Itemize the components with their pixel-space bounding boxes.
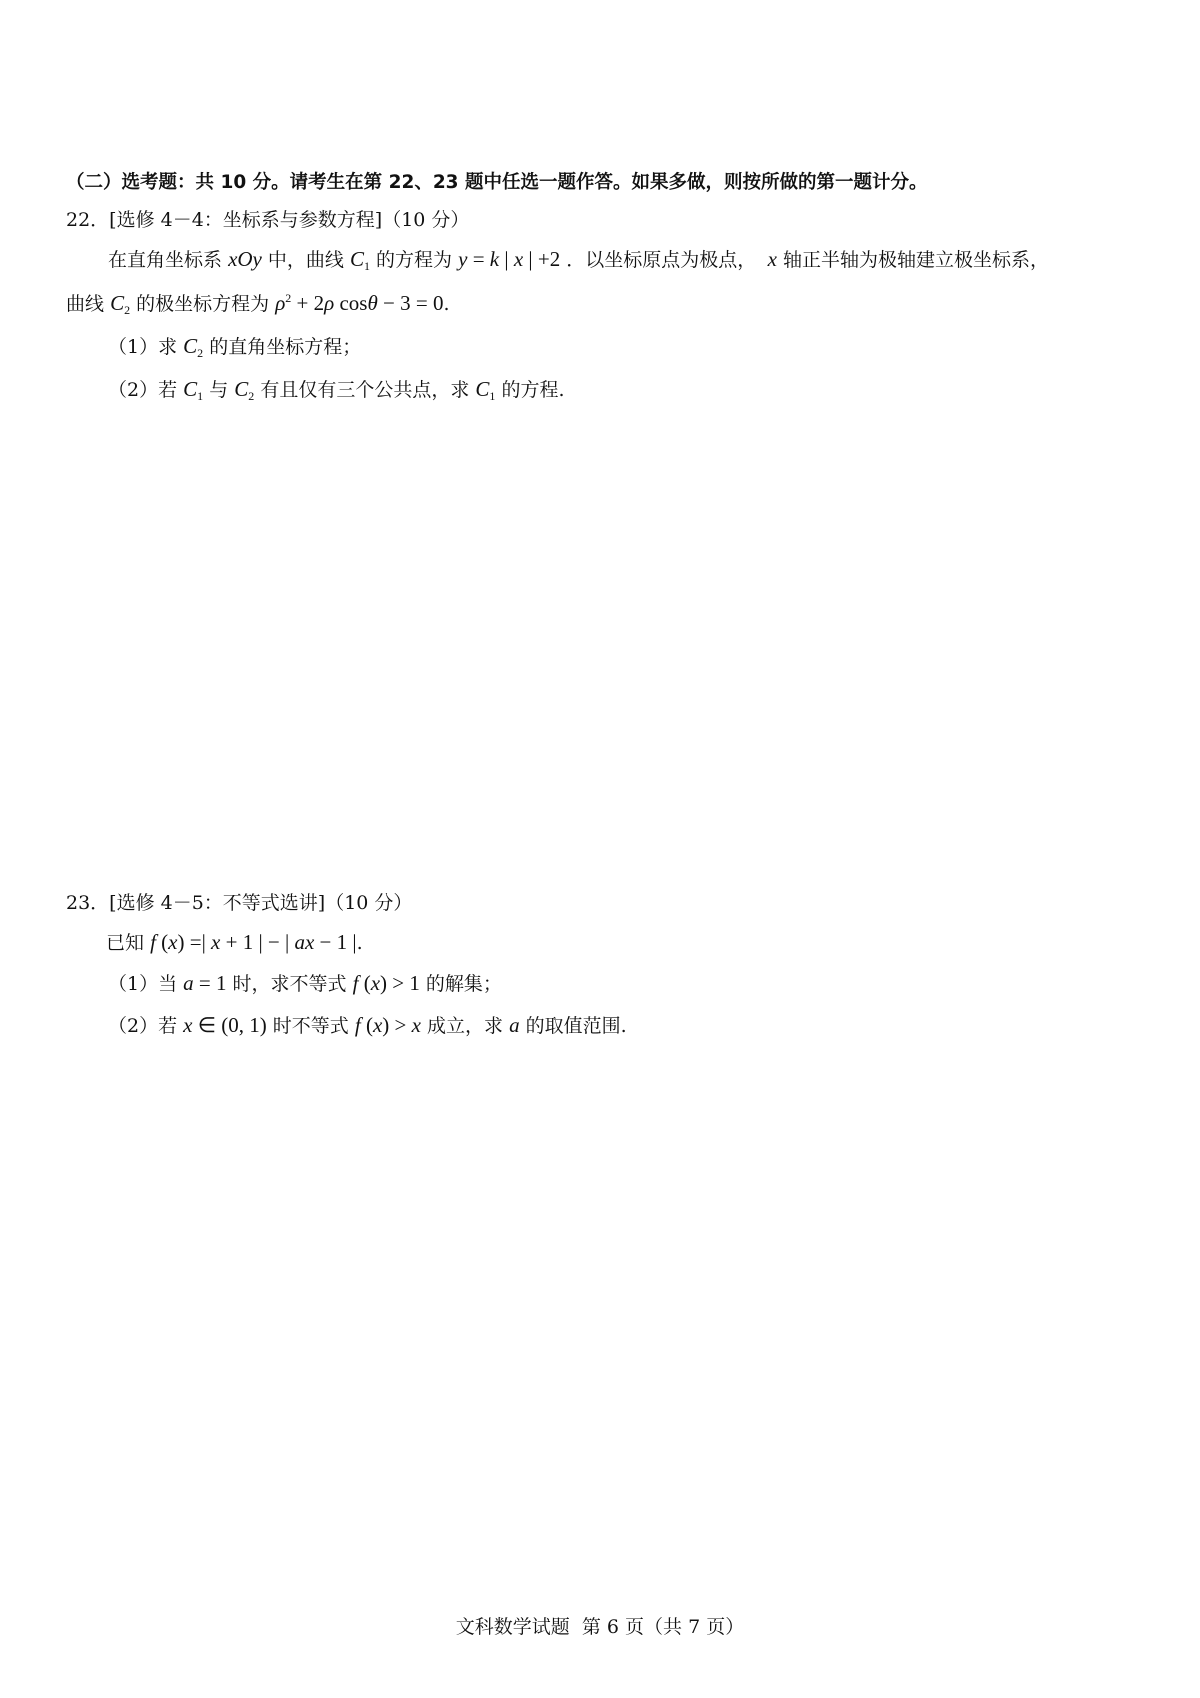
q22-text: 曲线 xyxy=(66,293,105,315)
q22-text: （1）求 xyxy=(108,336,178,358)
q23-text: 时不等式 xyxy=(272,1015,349,1037)
page-footer: 文科数学试题 第 6 页（共 7 页） xyxy=(455,1616,745,1638)
q23-math-interval: x ∈ (0, 1) xyxy=(183,1013,267,1037)
q23-subquestion-1 xyxy=(108,970,502,997)
q23-text: 已知 xyxy=(106,932,145,954)
q23-math-inequality: f (x) > 1 xyxy=(352,971,420,995)
q23-math-definition: f (x) =| x + 1 | − | ax − 1 | xyxy=(150,930,357,954)
q23-text: 的解集； xyxy=(425,973,502,995)
q23-text: 成立，求 xyxy=(427,1015,504,1037)
q23-text: （2）若 xyxy=(108,1015,178,1037)
q22-text: 在直角坐标系 xyxy=(108,249,223,271)
q22-text: 的方程为 xyxy=(376,249,453,271)
section-header: （二）选考题：共 10 分。请考生在第 22、23 题中任选一题作答。如果多做，则按所做的第一题计分。 xyxy=(66,172,928,193)
q23-text: （1）当 xyxy=(108,973,178,995)
q23-paragraph-1: 已知 f (x) =| x + 1 | − | ax − 1 |. xyxy=(106,930,363,954)
q22-paragraph-1 xyxy=(108,246,1049,273)
q23-math-a: a xyxy=(509,1013,520,1037)
q22-text: 的极坐标方程为 xyxy=(136,293,270,315)
q22-paragraph-2: 曲线 $C_2$ 的极坐标方程为 $\rho^2 + 2\rho$ cosθ − 3 = 0. xyxy=(66,291,450,317)
q22-text: （2）若 xyxy=(108,379,178,401)
q22-text: 轴正半轴为极轴建立极坐标系， xyxy=(782,249,1049,271)
q23-title: 23．[选修 4－5：不等式选讲]（10 分） xyxy=(66,892,413,914)
q22-math-c1: $C_1$ xyxy=(183,377,204,403)
q22-text: 有且仅有三个公共点，求 xyxy=(260,379,470,401)
q22-math-xoy: xOy xyxy=(228,247,262,271)
q22-math-c1: $C_1$ xyxy=(475,377,496,403)
q22-math-polar-equation: $\rho^2 + 2\rho$ cosθ − 3 = 0 xyxy=(275,291,444,315)
q22-text: 中，曲线 xyxy=(267,249,344,271)
q22-text: 的方程. xyxy=(501,379,565,401)
q22-math-c2: $C_2$ xyxy=(234,377,255,403)
q22-math-c1-equation: y = k | x | +2 xyxy=(458,247,561,271)
q22-math-c1: $C_1$ xyxy=(349,247,370,273)
q22-title: 22．[选修 4－4：坐标系与参数方程]（10 分） xyxy=(66,209,470,231)
q22-subquestion-1 xyxy=(108,333,361,360)
q22-text: 与 xyxy=(209,379,229,401)
q22-text: 的直角坐标方程； xyxy=(209,336,362,358)
q22-math-c2: $C_2$ xyxy=(183,334,204,360)
q22-subquestion-2 xyxy=(108,376,565,403)
q23-text: 的取值范围. xyxy=(525,1015,627,1037)
q23-text: 时，求不等式 xyxy=(232,973,347,995)
q23-subquestion-2 xyxy=(108,1012,627,1039)
q22-math-x: x xyxy=(767,247,777,271)
q23-math-inequality-x: f (x) > x xyxy=(354,1013,421,1037)
q22-math-c2: $C_2$ xyxy=(110,291,131,317)
q23-math-a-equals-1: a = 1 xyxy=(183,971,227,995)
q22-text: ．以坐标原点为极点， xyxy=(566,249,757,271)
